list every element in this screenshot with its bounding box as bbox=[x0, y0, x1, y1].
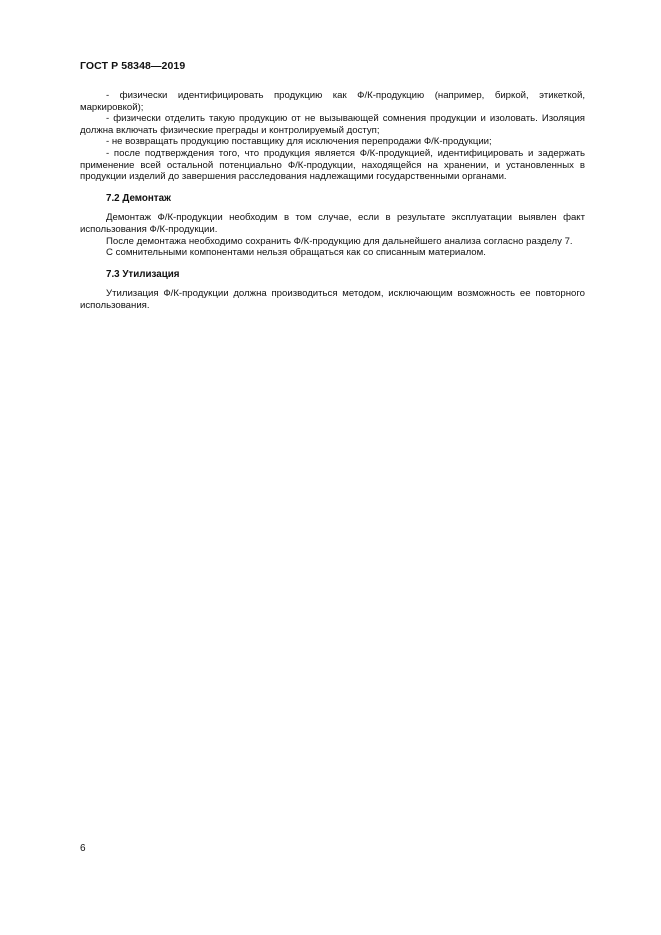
document-body bbox=[80, 90, 585, 312]
section-title-7-3: 7.3 Утилизация bbox=[106, 268, 180, 280]
paragraph: Утилизация Ф/К-продукции должна производиться методом, исключающим возможность ее повторного использования. bbox=[80, 288, 585, 311]
list-item: - не возвращать продукцию поставщику для исключения перепродажи Ф/К-продукции; bbox=[106, 136, 492, 148]
list-item: - после подтверждения того, что продукция является Ф/К-продукцией, идентифицировать и задержать применение всей остальной потенциально Ф/К-продукции, находящейся на хранении, и установленных в продукции изделий до завершения расследования надлежащими государственными органами. bbox=[80, 147, 585, 183]
standard-header: ГОСТ Р 58348—2019 bbox=[80, 60, 186, 72]
section-title-7-2: 7.2 Демонтаж bbox=[106, 192, 171, 204]
paragraph: С сомнительными компонентами нельзя обращаться как со списанным материалом. bbox=[106, 247, 486, 259]
list-item: - физически идентифицировать продукцию как Ф/К-продукцию (например, биркой, этикеткой, маркировкой); bbox=[80, 90, 585, 113]
paragraph: Демонтаж Ф/К-продукции необходим в том случае, если в результате эксплуатации выявлен факт использования Ф/К-продукции. bbox=[80, 212, 585, 235]
page-number: 6 bbox=[80, 843, 86, 854]
paragraph: После демонтажа необходимо сохранить Ф/К-продукцию для дальнейшего анализа согласно разделу 7. bbox=[106, 235, 573, 247]
list-item: - физически отделить такую продукцию от не вызывающей сомнения продукции и изоловать. Изоляция должна включать физические преграды и контролируемый доступ; bbox=[80, 113, 585, 136]
